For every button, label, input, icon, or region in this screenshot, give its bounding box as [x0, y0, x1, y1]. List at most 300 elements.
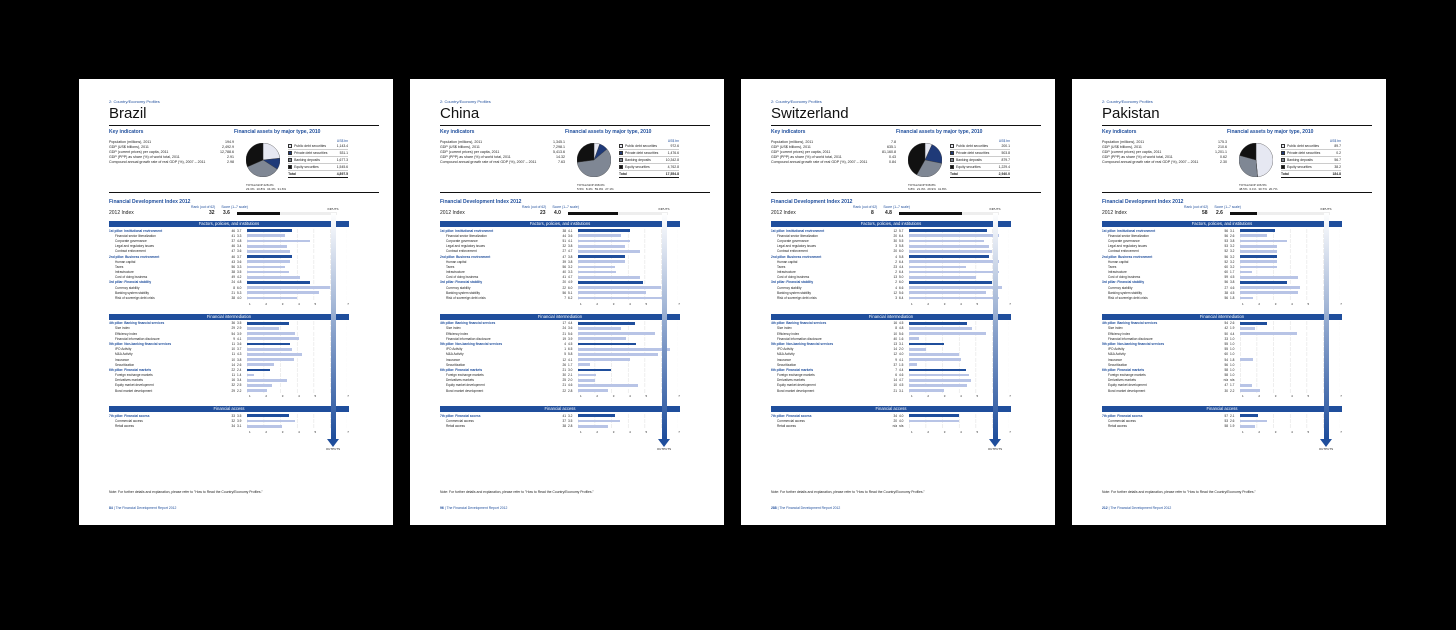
- score-bar: [247, 414, 289, 417]
- pie-slice: [263, 143, 280, 160]
- row-score: 1.7: [1230, 270, 1235, 275]
- pie-pct-label: 0.1%: [1249, 187, 1257, 191]
- index-rank: 58: [1202, 210, 1208, 216]
- page-number: 288: [771, 506, 777, 510]
- row-rank: 2: [895, 259, 897, 264]
- row-label: 1st pillar: Institutional environment: [109, 228, 163, 233]
- row-rank: 27: [1224, 285, 1228, 290]
- total-label: Total: [288, 172, 296, 176]
- row-label: IPO Activity: [777, 347, 794, 352]
- row-score: 3.9: [237, 419, 242, 424]
- pillar-bars: [440, 321, 680, 394]
- row-rank: 13: [893, 341, 897, 346]
- row-label: Retail access: [115, 424, 134, 429]
- row-label: Financial information disclosure: [1108, 336, 1153, 341]
- row-score: 4.4: [899, 367, 904, 372]
- row-rank: 37: [893, 362, 897, 367]
- pillar-row: [109, 280, 349, 285]
- legend-row: [619, 164, 679, 171]
- score-bar: [1240, 250, 1277, 253]
- row-rank: 6: [895, 373, 897, 378]
- footnote: Note: For further details and explanation, please refer to "How to Read the Country/Economy Profiles.": [771, 490, 925, 494]
- arrow-head-icon: [989, 439, 1001, 447]
- legend-label: Equity securities: [956, 165, 981, 169]
- row-rank: 38: [562, 424, 566, 429]
- score-bar: [1240, 414, 1258, 417]
- score-bar: [247, 255, 292, 258]
- pillar-row: [440, 254, 680, 259]
- score-bar: [909, 374, 969, 377]
- score-bar: [247, 297, 297, 300]
- subpillar-row: [771, 424, 1011, 429]
- index-bar: [568, 212, 618, 215]
- row-score: 2.9: [237, 326, 242, 331]
- row-label: Equity market development: [777, 383, 816, 388]
- row-label: Size index: [115, 326, 130, 331]
- subpillar-row: [440, 418, 680, 423]
- row-score: 6.6: [899, 285, 904, 290]
- indicator-value: 1,345.1: [553, 140, 565, 144]
- score-bar: [909, 291, 986, 294]
- key-indicators: [109, 129, 234, 189]
- row-rank: 4: [895, 254, 897, 259]
- row-label: Commercial access: [446, 419, 474, 424]
- subpillar-row: [771, 352, 1011, 357]
- pillar-row: [771, 254, 1011, 259]
- row-rank: 11: [231, 341, 235, 346]
- score-bar: [1240, 266, 1277, 269]
- row-label: Commercial access: [1108, 419, 1136, 424]
- subpillar-row: [440, 244, 680, 249]
- row-rank: 58: [1224, 424, 1228, 429]
- row-score: 6.4: [899, 296, 904, 301]
- score-bar: [1240, 425, 1255, 428]
- row-label: Efficiency index: [115, 331, 138, 336]
- score-bar: [909, 414, 959, 417]
- row-score: 1.7: [1230, 383, 1235, 388]
- score-bar: [578, 240, 630, 243]
- legend-row: [950, 143, 1010, 150]
- legend-value: 38.2: [1334, 165, 1341, 169]
- total-label: Total: [1281, 172, 1289, 176]
- fdi-title: Financial Development Index 2012: [440, 199, 522, 205]
- row-score: 1.9: [1230, 424, 1235, 429]
- row-score: 4.6: [1230, 285, 1235, 290]
- legend-label: Banking deposits: [625, 158, 651, 162]
- axis-tick: 1: [1242, 394, 1244, 399]
- score-bar: [578, 322, 635, 325]
- pie-pct-label: 21.3%: [916, 187, 926, 191]
- row-label: Financial sector liberalization: [777, 233, 818, 238]
- row-score: 5.3: [237, 290, 242, 295]
- row-label: 5th pillar: Non-banking financial services: [771, 341, 834, 346]
- row-score: 3.1: [899, 341, 904, 346]
- row-score: 1.8: [1230, 296, 1235, 301]
- row-label: Risk of sovereign debt crisis: [777, 296, 817, 301]
- legend-row: [288, 164, 348, 171]
- unit-label: US$ bn: [336, 139, 349, 143]
- outputs-label: OUTPUTS: [1318, 447, 1334, 451]
- axis-tick: 4: [960, 394, 962, 399]
- row-score: 6.4: [899, 259, 904, 264]
- row-label: 3rd pillar: Financial stability: [109, 280, 152, 285]
- row-rank: 8: [233, 285, 235, 290]
- indicator-value: 0.62: [1220, 155, 1227, 159]
- subpillar-row: [440, 373, 680, 378]
- subpillar-row: [1102, 336, 1342, 341]
- axis-tick: 3: [612, 301, 615, 306]
- row-rank: 16: [231, 378, 235, 383]
- legend-row: [950, 164, 1010, 171]
- total-to-gdp-value: 538.8%: [925, 183, 936, 187]
- score-bar: [578, 414, 615, 417]
- section-tag: 2: Country/Economy Profiles: [771, 99, 822, 104]
- legend-swatch: [1281, 144, 1285, 148]
- row-rank: 46: [231, 244, 235, 249]
- score-bar: [247, 363, 274, 366]
- row-score: 5.5: [899, 238, 904, 243]
- arrow-head-icon: [327, 439, 339, 447]
- row-label: Taxes: [777, 264, 786, 269]
- row-score: 2.1: [568, 373, 573, 378]
- pillar-row: [771, 413, 1011, 418]
- indicator-value: 210.6: [1218, 145, 1227, 149]
- inputs-label: INPUTS: [327, 207, 339, 211]
- axis-tick: 4: [1291, 301, 1293, 306]
- row-rank: 53: [1224, 419, 1228, 424]
- key-indicators-title: Key indicators: [771, 129, 806, 135]
- row-score: 5.8: [568, 352, 573, 357]
- axis-tick: 2: [1258, 301, 1261, 306]
- row-score: 3.7: [237, 228, 242, 233]
- section-rule: [1102, 192, 1372, 193]
- row-label: M&A Activity: [1108, 352, 1126, 357]
- row-rank: 54: [1224, 321, 1228, 326]
- index-label: 2012 Index: [1102, 210, 1127, 216]
- axis-tick: 5: [645, 394, 648, 399]
- financial-assets-legend: [950, 139, 1010, 191]
- row-score: 3.3: [237, 264, 242, 269]
- legend-row: [1281, 143, 1341, 150]
- rank-header: Rank (out of 62): [191, 205, 216, 209]
- row-score: 2.8: [568, 424, 573, 429]
- subpillar-row: [109, 352, 349, 357]
- pillar-row: [440, 228, 680, 233]
- section-rule: [109, 192, 379, 193]
- indicator-value: 7.8: [891, 140, 896, 144]
- subpillar-row: [440, 270, 680, 275]
- legend-label: Banking deposits: [294, 158, 320, 162]
- total-label: Total: [950, 172, 958, 176]
- row-score: 1.0: [1230, 373, 1235, 378]
- subpillar-row: [771, 285, 1011, 290]
- row-label: Currency stability: [446, 285, 471, 290]
- subpillar-row: [771, 383, 1011, 388]
- subpillar-row: [771, 270, 1011, 275]
- row-rank: 60: [1224, 264, 1228, 269]
- subpillar-row: [109, 418, 349, 423]
- axis-tick: 5: [645, 301, 648, 306]
- report-name: The Financial Development Report 2012: [446, 506, 508, 510]
- total-to-gdp-label: TOTAL/GDP: [908, 183, 925, 187]
- legend-label: Banking deposits: [956, 158, 982, 162]
- indicator-value: 14.32: [556, 155, 565, 159]
- row-rank: 21: [562, 383, 566, 388]
- row-score: 4.4: [1230, 331, 1235, 336]
- score-bar: [1240, 229, 1275, 232]
- row-score: 4.6: [899, 373, 904, 378]
- band-intermediation: Financial intermediation: [771, 314, 1011, 320]
- row-label: Corporate governance: [1108, 238, 1140, 243]
- legend-label: Private debt securities: [625, 151, 659, 155]
- row-label: 1st pillar: Institutional environment: [440, 228, 494, 233]
- axis-tick: 2: [927, 394, 930, 399]
- axis-tick: 2: [1258, 429, 1261, 434]
- indicator-label: Compound annual growth rate of real GDP (%), 2007 – 2011: [109, 160, 206, 164]
- pillar-row: [771, 280, 1011, 285]
- score-header: Score (1–7 scale): [552, 205, 579, 209]
- index-rank: 32: [209, 210, 215, 216]
- row-rank: 41: [231, 233, 235, 238]
- row-score: 4.5: [899, 321, 904, 326]
- legend-row: [288, 150, 348, 157]
- score-bar: [578, 255, 625, 258]
- inputs-outputs-arrow: [1314, 207, 1338, 469]
- score-bar: [578, 260, 625, 263]
- pie-pct-label: 10.8%: [256, 187, 266, 191]
- row-rank: 44: [562, 233, 566, 238]
- key-indicators: [1102, 129, 1227, 189]
- row-rank: 19: [562, 336, 566, 341]
- outputs-label: OUTPUTS: [656, 447, 672, 451]
- row-score: 2.4: [237, 367, 242, 372]
- score-bar: [247, 343, 290, 346]
- financial-assets-legend: [619, 139, 679, 191]
- score-bar: [1240, 327, 1255, 330]
- row-label: Financial sector liberalization: [446, 233, 487, 238]
- axis-tick: 5: [976, 394, 979, 399]
- pillar-row: [109, 341, 349, 346]
- row-label: Taxes: [115, 264, 124, 269]
- axis-tick: 3: [943, 429, 946, 434]
- financial-assets: [565, 129, 710, 189]
- pillar-row: [771, 321, 1011, 326]
- pie-slice: [577, 143, 594, 162]
- indicator-value: 175.3: [1218, 140, 1227, 144]
- row-score: 5.6: [899, 290, 904, 295]
- axis-tick: 5: [314, 394, 317, 399]
- pillar-row: [1102, 280, 1342, 285]
- score-bar: [247, 337, 299, 340]
- index-score: 4.8: [885, 210, 892, 216]
- total-value: 2,940.0: [998, 172, 1010, 176]
- row-rank: 42: [1224, 326, 1228, 331]
- row-score: 3.1: [1230, 228, 1235, 233]
- legend-swatch: [1281, 165, 1285, 169]
- row-rank: 20: [893, 249, 897, 254]
- subpillar-row: [440, 383, 680, 388]
- row-score: 2.6: [1230, 233, 1235, 238]
- score-bar: [578, 271, 616, 274]
- indicator-value: 2.30: [1220, 160, 1227, 164]
- row-label: Cost of doing business: [115, 275, 148, 280]
- subpillar-row: [1102, 388, 1342, 393]
- legend-label: Public debt securities: [956, 144, 989, 148]
- subpillar-row: [109, 290, 349, 295]
- row-score: 3.6: [568, 326, 573, 331]
- indicator-value: 635.1: [887, 145, 896, 149]
- row-label: Infrastructure: [115, 270, 134, 275]
- section-rule: [440, 192, 710, 193]
- indicator-label: GDP (current prices) per capita, 2011: [771, 150, 831, 154]
- row-label: Legal and regulatory issues: [777, 244, 816, 249]
- country-title: Brazil: [109, 105, 147, 122]
- row-rank: 4: [564, 341, 566, 346]
- row-rank: 34: [893, 413, 897, 418]
- indicator-label: Population (millions), 2011: [440, 140, 483, 144]
- axis-tick: 5: [1307, 301, 1310, 306]
- index-score: 4.0: [554, 210, 561, 216]
- legend-total-row: [288, 171, 348, 178]
- score-bar: [247, 389, 267, 392]
- pie-pct-labels: [1239, 187, 1281, 191]
- row-score: 6.0: [568, 285, 573, 290]
- row-label: Financial information disclosure: [446, 336, 491, 341]
- subpillar-row: [1102, 244, 1342, 249]
- row-rank: 21: [562, 331, 566, 336]
- financial-assets-pie: [1239, 143, 1273, 177]
- axis-tick: 3: [1274, 429, 1277, 434]
- legend-label: Public debt securities: [625, 144, 658, 148]
- pillar-bars: [1102, 321, 1342, 394]
- row-label: Securitization: [446, 362, 466, 367]
- legend-row: [950, 157, 1010, 164]
- score-bar: [1240, 234, 1267, 237]
- row-score: 4.9: [568, 280, 573, 285]
- pie-pct-labels: [908, 187, 950, 191]
- row-rank: 2: [895, 280, 897, 285]
- score-bar: [578, 374, 596, 377]
- row-label: 7th pillar: Financial access: [1102, 413, 1143, 418]
- row-label: Infrastructure: [446, 270, 465, 275]
- score-bar: [578, 389, 608, 392]
- indicator-value: 2.98: [227, 160, 234, 164]
- score-bar: [247, 229, 292, 232]
- row-score: 1.9: [1230, 326, 1235, 331]
- row-score: 4.1: [568, 357, 573, 362]
- subpillar-row: [771, 418, 1011, 423]
- axis-tick: 7: [1340, 429, 1342, 434]
- row-rank: 21: [893, 388, 897, 393]
- row-label: Banking system stability: [115, 290, 150, 295]
- pie-pct-labels: [577, 187, 619, 191]
- row-label: 6th pillar: Financial markets: [440, 367, 483, 372]
- inputs-outputs-arrow: [652, 207, 676, 469]
- row-score: 3.0: [568, 367, 573, 372]
- row-rank: 54: [1224, 357, 1228, 362]
- unit-label: US$ bn: [1329, 139, 1341, 143]
- subpillar-row: [109, 331, 349, 336]
- row-score: 4.7: [568, 249, 573, 254]
- band-access: Financial access: [1102, 406, 1342, 412]
- legend-row: [288, 143, 348, 150]
- subpillar-row: [771, 290, 1011, 295]
- row-rank: 46: [231, 228, 235, 233]
- total-to-gdp-value: 228.2%: [263, 183, 274, 187]
- row-rank: 53: [1224, 238, 1228, 243]
- report-name: The Financial Development Report 2012: [115, 506, 177, 510]
- row-rank: 53: [1224, 244, 1228, 249]
- axis-tick: 2: [1258, 394, 1261, 399]
- legend-value: 4,762.8: [667, 165, 679, 169]
- score-bar: [1240, 332, 1297, 335]
- row-label: 6th pillar: Financial markets: [771, 367, 814, 372]
- score-bar: [909, 255, 989, 258]
- score-bar: [578, 369, 611, 372]
- axis-tick: 1: [1242, 301, 1244, 306]
- legend-row: [1281, 164, 1341, 171]
- axis-tick: 3: [612, 429, 615, 434]
- footnote: Note: For further details and explanation, please refer to "How to Read the Country/Economy Profiles.": [1102, 490, 1256, 494]
- legend-total-row: [619, 171, 679, 178]
- row-label: Currency stability: [1108, 285, 1133, 290]
- subpillar-row: [440, 424, 680, 429]
- rank-header: Rank (out of 62): [1184, 205, 1209, 209]
- pillar-row: [109, 321, 349, 326]
- indicator-label: GDP (US$ billions), 2011: [440, 145, 480, 149]
- page-number: 212: [1102, 506, 1108, 510]
- axis-tick: 1: [1242, 429, 1244, 434]
- fdi-column-headers: [853, 205, 1041, 209]
- score-bar: [247, 332, 295, 335]
- legend-label: Private debt securities: [294, 151, 328, 155]
- pillar-row: [1102, 228, 1342, 233]
- row-label: Currency stability: [777, 285, 802, 290]
- row-label: Derivatives markets: [777, 378, 805, 383]
- score-bar: [247, 245, 287, 248]
- axis-tick: 3: [281, 301, 284, 306]
- row-rank: 12: [893, 352, 897, 357]
- row-label: 3rd pillar: Financial stability: [1102, 280, 1145, 285]
- row-score: 4.4: [568, 321, 573, 326]
- axis-tick: 7: [678, 301, 680, 306]
- row-rank: 43: [231, 259, 235, 264]
- row-rank: 49: [231, 275, 235, 280]
- country-title: Pakistan: [1102, 105, 1160, 122]
- index-bar: [899, 212, 962, 215]
- row-label: Financial sector liberalization: [115, 233, 156, 238]
- score-bar: [578, 343, 636, 346]
- subpillar-row: [109, 373, 349, 378]
- row-score: 6.0: [899, 249, 904, 254]
- score-bar: [247, 420, 295, 423]
- subpillar-row: [1102, 326, 1342, 331]
- page-footer: 96 | The Financial Development Report 2012: [440, 506, 508, 510]
- row-rank: 41: [562, 413, 566, 418]
- row-label: Foreign exchange markets: [446, 373, 484, 378]
- row-label: Banking system stability: [446, 290, 481, 295]
- row-label: Risk of sovereign debt crisis: [115, 296, 155, 301]
- score-bar: [247, 291, 319, 294]
- row-label: IPO Activity: [446, 347, 463, 352]
- row-label: 2nd pillar: Business environment: [1102, 254, 1153, 259]
- score-bar: [909, 363, 917, 366]
- row-rank: 56: [1224, 280, 1228, 285]
- pillar-row: [440, 413, 680, 418]
- row-score: 3.8: [568, 259, 573, 264]
- legend-row: [288, 157, 348, 164]
- arrow-head-icon: [658, 439, 670, 447]
